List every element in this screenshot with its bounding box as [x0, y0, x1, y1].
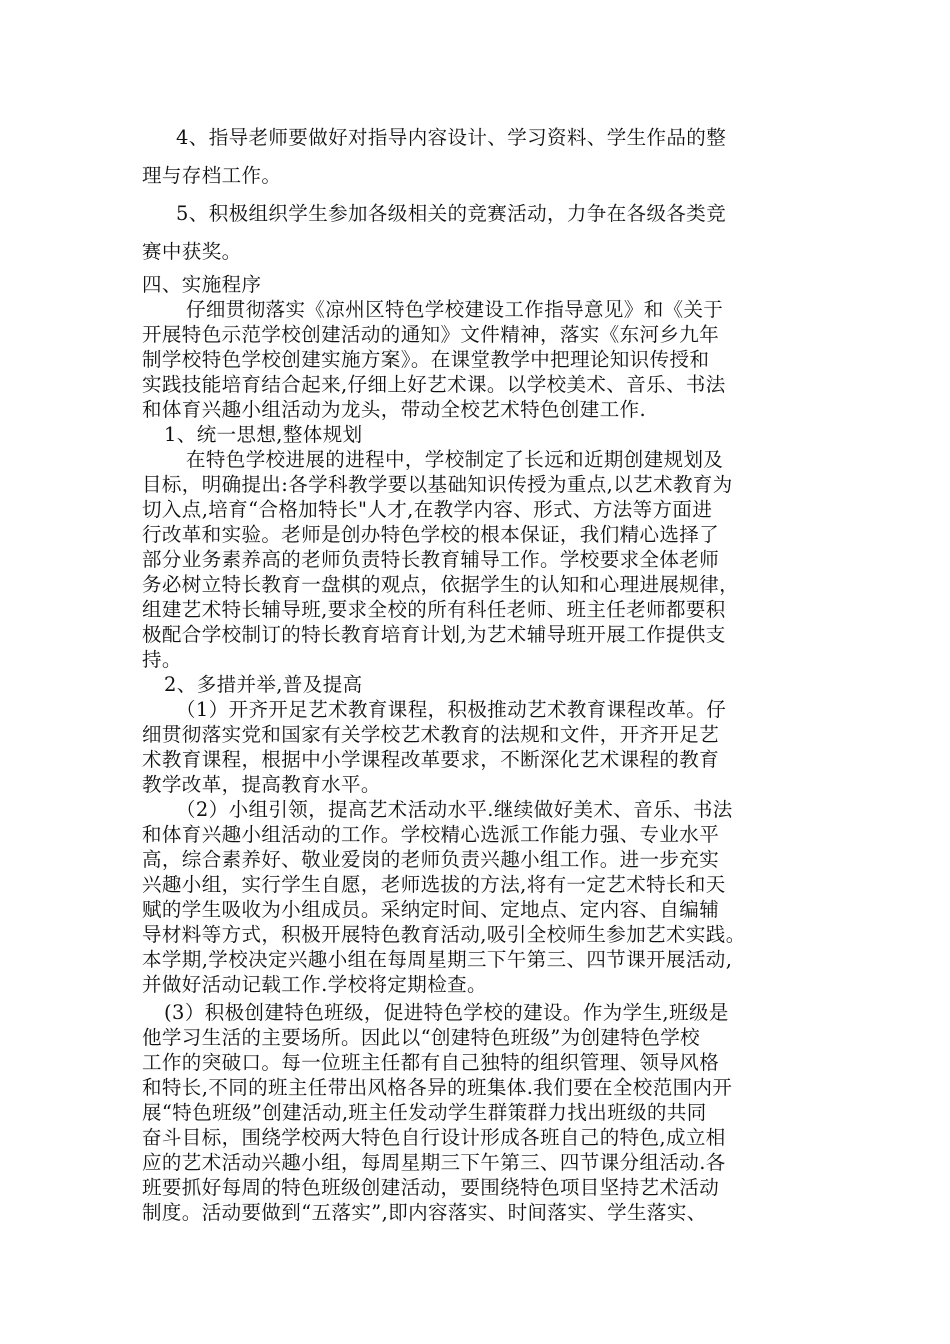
paragraph-line: 术教育课程，根据中小学课程改革要求，不断深化艺术课程的教育 — [142, 748, 720, 771]
paragraph-line: 高，综合素养好、敬业爱岗的老师负责兴趣小组工作。进一步充实 — [142, 848, 720, 871]
paragraph-line: 在特色学校进展的进程中，学校制定了长远和近期创建规划及 — [186, 448, 724, 471]
paragraph-line: 制学校特色学校创建实施方案》。在课堂教学中把理论知识传授和 — [142, 348, 710, 371]
paragraph-line: （1）开齐开足艺术教育课程，积极推动艺术教育课程改革。仔 — [176, 698, 727, 721]
paragraph-line: 理与存档工作。 — [142, 164, 282, 187]
paragraph-line: 工作的突破口。每一位班主任都有自己独特的组织管理、领导风格 — [142, 1051, 720, 1074]
paragraph-line: 他学习生活的主要场所。因此以“创建特色班级”为创建特色学校 — [142, 1026, 701, 1049]
paragraph-line: 部分业务素养高的老师负责特长教育辅导工作。学校要求全体老师 — [142, 548, 720, 571]
paragraph-line: 极配合学校制订的特长教育培育计划,为艺术辅导班开展工作提供支 — [142, 623, 726, 646]
paragraph-line: 和特长,不同的班主任带出风格各异的班集体.我们要在全校范围内开 — [142, 1076, 733, 1099]
paragraph-line: 细贯彻落实党和国家有关学校艺术教育的法规和文件，开齐开足艺 — [142, 723, 720, 746]
paragraph-line: 教学改革，提高教育水平。 — [142, 773, 381, 796]
section-heading: 四、实施程序 — [142, 273, 262, 296]
paragraph-line: 目标，明确提出:各学科教学要以基础知识传授为重点,以艺术教育为 — [142, 473, 733, 496]
paragraph-line: 本学期,学校决定兴趣小组在每周星期三下午第三、四节课开展活动, — [142, 948, 733, 971]
paragraph-line: 行改革和实验。老师是创办特色学校的根本保证，我们精心选择了 — [142, 523, 720, 546]
paragraph-line: 导材料等方式，积极开展特色教育活动,吸引全校师生参加艺术实践。 — [142, 923, 746, 946]
list-item-5: 5、积极组织学生参加各级相关的竞赛活动，力争在各级各类竞 — [176, 202, 727, 225]
paragraph-line: 实践技能培育结合起来,仔细上好艺术课。以学校美术、音乐、书法 — [142, 373, 726, 396]
list-item-4: 4、指导老师要做好对指导内容设计、学习资料、学生作品的整 — [176, 126, 727, 149]
paragraph-line: 制度。活动要做到“五落实”,即内容落实、时间落实、学生落实、 — [142, 1201, 707, 1224]
paragraph-line: 和体育兴趣小组活动为龙头，带动全校艺术特色创建工作. — [142, 398, 647, 421]
paragraph-line: 应的艺术活动兴趣小组，每周星期三下午第三、四节课分组活动.各 — [142, 1151, 726, 1174]
paragraph-line: （2）小组引领，提高艺术活动水平.继续做好美术、音乐、书法 — [176, 798, 733, 821]
paragraph-line: 持。 — [142, 648, 182, 671]
paragraph-line: 开展特色示范学校创建活动的通知》文件精神，落实《东河乡九年 — [142, 323, 720, 346]
paragraph-line: 切入点,培育“合格加特长"人才,在教学内容、形式、方法等方面进 — [142, 498, 713, 521]
paragraph-line: 班要抓好每周的特色班级创建活动，要围绕特色项目坚持艺术活动 — [142, 1176, 720, 1199]
paragraph-line: 和体育兴趣小组活动的工作。学校精心选派工作能力强、专业水平 — [142, 823, 720, 846]
paragraph-line: 务必树立特长教育一盘棋的观点，依据学生的认知和心理进展规律， — [142, 573, 740, 596]
paragraph-line: 展“特色班级”创建活动,班主任发动学生群策群力找出班级的共同 — [142, 1101, 707, 1124]
paragraph-line: 奋斗目标，围绕学校两大特色自行设计形成各班自己的特色,成立相 — [142, 1126, 726, 1149]
paragraph-line: (3）积极创建特色班级，促进特色学校的建设。作为学生,班级是 — [164, 1001, 729, 1024]
paragraph-line: 赛中获奖。 — [142, 240, 242, 263]
paragraph-line: 兴趣小组，实行学生自愿，老师选拔的方法,将有一定艺术特长和天 — [142, 873, 726, 896]
paragraph-line: 组建艺术特长辅导班,要求全校的所有科任老师、班主任老师都要积 — [142, 598, 726, 621]
paragraph-line: 赋的学生吸收为小组成员。采纳定时间、定地点、定内容、自编辅 — [142, 898, 720, 921]
subheading-1: 1、统一思想,整体规划 — [164, 423, 363, 446]
paragraph-line: 并做好活动记载工作.学校将定期检查。 — [142, 973, 487, 996]
subheading-2: 2、多措并举,普及提高 — [164, 673, 363, 696]
paragraph-line: 仔细贯彻落实《凉州区特色学校建设工作指导意见》和《关于 — [186, 298, 724, 321]
